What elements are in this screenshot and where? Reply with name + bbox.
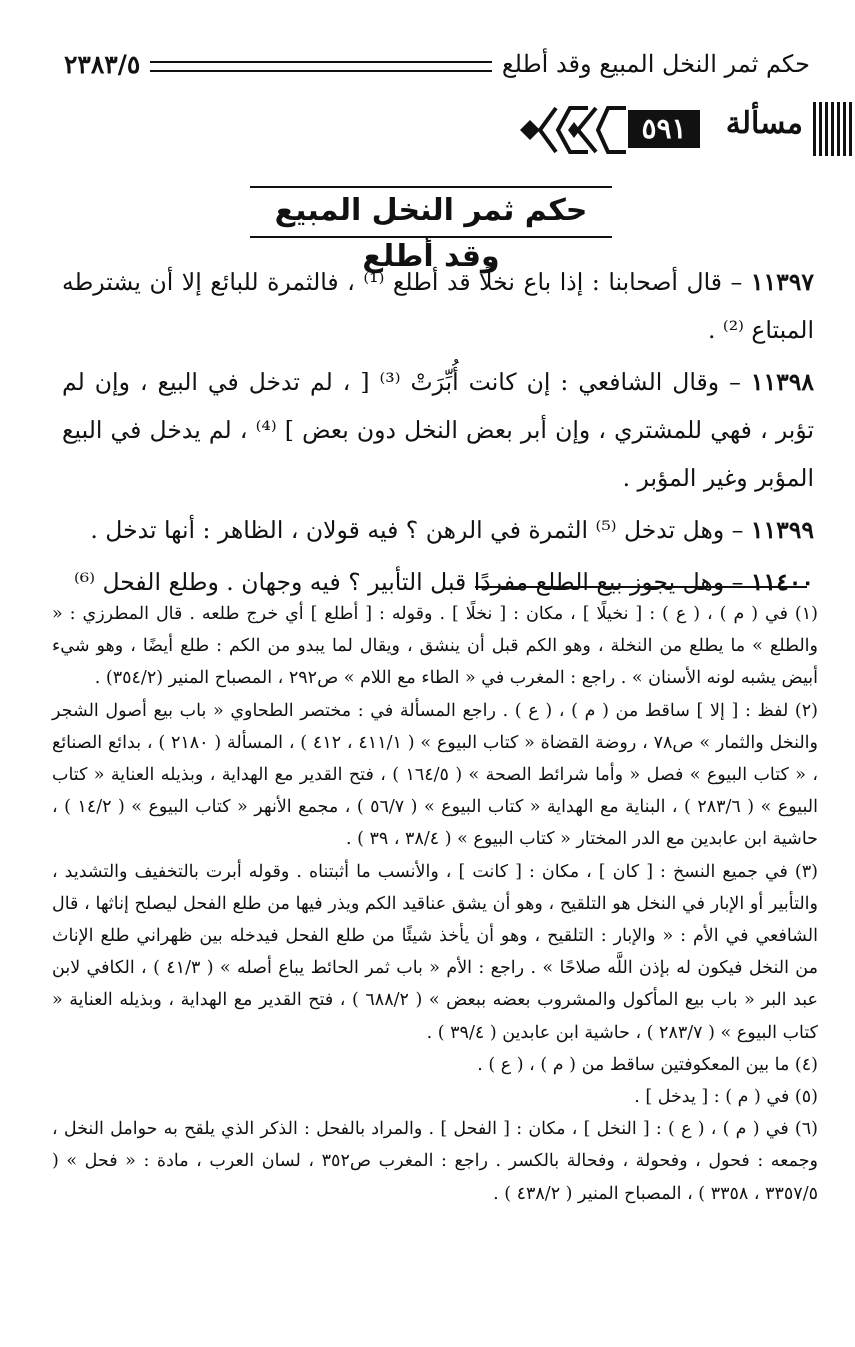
footnotes bbox=[52, 598, 818, 1210]
footnote: (٣) في جميع النسخ : [ كان ] ، مكان : [ كانت ] ، والأنسب ما أثبتناه . وقوله أبرت بالتخفيف والتشديد ، والتأبير أو الإبار في النخل هو التلقيح ، وهو أن يشق عناقيد الكم ويذر فيها من طلع الفحل ليصلح إناثها ، قال الشافعي في الأم : « والإبار : التلقيح ، وهو أن يأخذ شيئًا من طلع الفحل فيدخله بين ظهراني طلع الإناث من النخل فيكون له بإذن اللَّه صلاحًا » . راجع : الأم « باب ثمر الحائط يباع أصله » ( ٤١/٣ ) ، الكافي لابن عبد البر « باب بيع المأكول والمشروب بعضه ببعض » ( ٦٨٨/٢ ) ، فتح القدير مع الهداية ، وبذيله العناية « كتاب البيوع » ( ٢٨٣/٧ ) ، حاشية ابن عابدين ( ٣٩/٤ ) . bbox=[52, 861, 819, 1043]
paragraph-text: – قال أصحابنا : إذا باع نخلًا قد أطلع ⁽¹⁾ ، فالثمرة للبائع إلا أن يشترطه المبتاع ⁽²⁾ . bbox=[62, 268, 814, 344]
footnote-separator bbox=[475, 586, 807, 588]
paragraph-number: ١١٤٠٠ bbox=[750, 568, 814, 596]
chapter-title: حكم ثمر النخل المبيع وقد أطلع bbox=[250, 186, 612, 238]
paragraph-text: – وهل تدخل ⁽⁵⁾ الثمرة في الرهن ؟ فيه قولان ، الظاهر : أنها تدخل . bbox=[90, 516, 751, 544]
footnote: (٥) في ( م ) : [ يدخل ] . bbox=[634, 1087, 818, 1108]
footnote: (١) في ( م ) ، ( ع ) : [ نخيلًا ] ، مكان : [ نخلًا ] . وقوله : [ أطلع ] أي خرج طلعه . قال المطرزي : « والطلع » ما يطلع من النخلة ، وهو الكم قبل أن ينشق ، ويقال لما يبدو من الكم : طلع أيضًا ، وهو شيء أبيض يشبه لونه الأسنان » . راجع : المغرب في « الطاء مع اللام » ص٢٩٢ ، المصباح المنير (٣٥٤/٢) . bbox=[52, 604, 818, 689]
masala-number: ٥٩١ bbox=[628, 110, 700, 148]
paragraph bbox=[62, 258, 814, 354]
paragraph-text: – وهل يجوز بيع الطلع مفردًا قبل التأبير ؟ فيه وجهان . وطلع الفحل ⁽⁶⁾ bbox=[74, 568, 751, 596]
running-header bbox=[64, 44, 810, 84]
footnote: (٤) ما بين المعكوفتين ساقط من ( م ) ، ( ع ) . bbox=[477, 1054, 818, 1075]
paragraph-number: ١١٣٩٨ bbox=[750, 368, 814, 396]
banner-ornament-icon bbox=[518, 100, 630, 160]
page-reference: ٢٣٨٣/٥ bbox=[64, 49, 141, 79]
masala-banner bbox=[525, 100, 855, 160]
paragraph bbox=[62, 358, 814, 502]
header-double-rule bbox=[150, 61, 492, 72]
footnote: (٦) في ( م ) ، ( ع ) : [ النخل ] ، مكان : [ الفحل ] . والمراد بالفحل : الذكر الذي يلقح به حوامل النخل ، وجمعه : فحول ، وفحولة ، وفحالة بالكسر . راجع : المغرب ص٣٥٢ ، لسان العرب ، مادة : « فحل » ( ٣٣٥٧/٥ ، ٣٣٥٨ ) ، المصباح المنير ( ٤٣٨/٢ ) . bbox=[52, 1119, 818, 1204]
paragraph-number: ١١٣٩٧ bbox=[750, 268, 815, 296]
paragraph-number: ١١٣٩٩ bbox=[750, 516, 814, 544]
paragraph-text: – وقال الشافعي : إن كانت أُبِّرَتْ ⁽³⁾ [ ، لم تدخل في البيع ، وإن لم تؤبر ، فهي للمشتري ، وإن أبر بعض النخل دون بعض ] ⁽⁴⁾ ، لم يدخل في البيع المؤبر وغير المؤبر . bbox=[62, 368, 815, 492]
footnote: (٢) لفظ : [ إلا ] ساقط من ( م ) ، ( ع ) . راجع المسألة في : مختصر الطحاوي « باب بيع أصول الشجر والنخل والثمار » ص٧٨ ، روضة القضاة « كتاب البيوع » ( ٤١١/١ ، ٤١٢ ) ، المسألة ( ٢١٨٠ ) ، بدائع الصنائع ، « كتاب البيوع » فصل « وأما شرائط الصحة » ( ١٦٤/٥ ) ، فتح القدير مع الهداية ، وبذيله العناية « كتاب البيوع » ( ٢٨٣/٦ ) ، البناية مع الهداية « كتاب البيوع » ( ٥٦/٧ ) ، مجمع الأنهر « كتاب البيوع » ( ١٤/٢ ) ، حاشية ابن عابدين مع الدر المختار « كتاب البيوع » ( ٣٨/٤ ، ٣٩ ) . bbox=[52, 700, 819, 850]
masala-label: مسألة bbox=[725, 106, 803, 141]
running-header-title: حكم ثمر النخل المبيع وقد أطلع bbox=[501, 50, 810, 78]
paragraph bbox=[62, 506, 814, 554]
banner-bars-ornament bbox=[813, 102, 855, 156]
main-text bbox=[62, 258, 814, 610]
